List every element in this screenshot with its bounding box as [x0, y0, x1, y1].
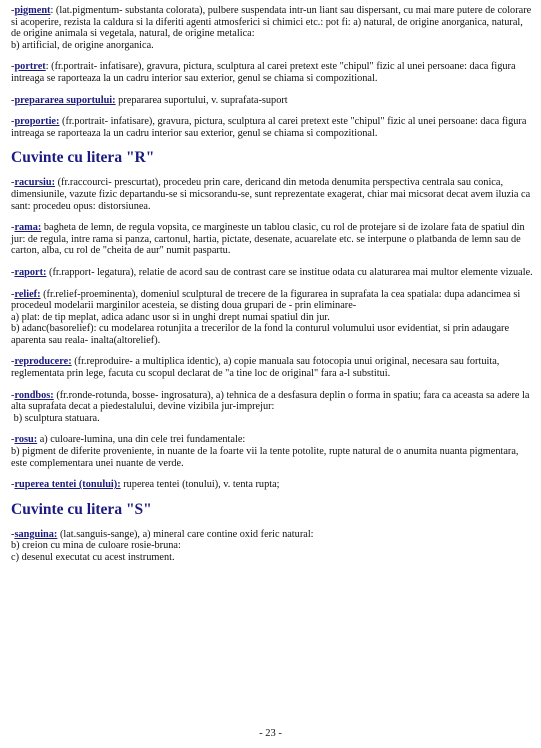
glossary-entry	[11, 479, 533, 491]
glossary-subitems: b) pigment de diferite proveniente, in nuante de la foarte vii la tente potolite, rupte natural de o anumita nuanta pigmentara, este complementara unei nuante de verde.	[11, 446, 522, 469]
glossary-entry	[11, 434, 533, 469]
entries-r	[11, 177, 533, 490]
entry-dash: -	[11, 288, 15, 300]
glossary-definition: (lat.sanguis-sange), a) mineral care contine oxid feric natural:	[57, 528, 314, 540]
glossary-entry	[11, 95, 533, 107]
glossary-term: ruperea tentei (tonului):	[14, 479, 121, 491]
entry-dash: -	[11, 389, 15, 401]
entry-dash: -	[11, 356, 15, 368]
glossary-definition: (fr.raccourci- prescurtat), procedeu prin care, dericand din metoda denumita perspectiva centrala sau conica, dimensiunile, vazute fizic departandu-se si micsorandu-se, sunt reprezentate exagerat, chiar mai micsorat decat avem iluzia ca sant: procedeu opus: distorsiunea.	[11, 177, 531, 212]
glossary-term: portret	[14, 61, 46, 73]
glossary-subitems: b) creion cu mina de culoare rosie-bruna: c) desenul executat cu acest instrument.	[11, 540, 181, 563]
glossary-definition: ruperea tentei (tonului), v. tenta rupta;	[120, 479, 280, 491]
glossary-entry	[11, 61, 533, 84]
entry-dash: -	[11, 116, 15, 128]
glossary-term: reproducere:	[14, 356, 72, 368]
heading-letter-r: Cuvinte cu litera "R"	[11, 149, 155, 167]
entry-dash: -	[11, 94, 15, 106]
glossary-definition: : (lat.pigmentum- substanta colorata), pulbere suspendata intr-un liant sau dispersant, cu mai mare putere de colorare si acoperire, rezista la caldura si la diferiti agenti atmosferici si chimici etc.: pot fi: a) natural, de origine anorganica, natural, de origine animala si vegetala, natural, de origine metalica:	[11, 5, 532, 40]
entry-dash: -	[11, 266, 15, 278]
glossary-term: rosu:	[14, 434, 38, 446]
glossary-subitems: a) plat: de tip meplat, adica adanc usor si in unghi drept numai spatiul din jur. b) adanc(basorelief): cu modelarea rotunjita a trecerilor de la fond la conturul volumului usor evidentiat, si prin adaugare aparenta sau reala- inalta(altorelief).	[11, 311, 510, 346]
entry-dash: -	[11, 528, 15, 540]
glossary-definition: prepararea suportului, v. suprafata-suport	[115, 94, 288, 106]
glossary-entry	[11, 5, 533, 51]
glossary-entry	[11, 356, 533, 379]
glossary-definition: (fr.reproduire- a multiplica identic), a) copie manuala sau fotocopia unui original, necesara sau fortuita, reglementata prin lege, facuta cu scopul declarat de "a tine loc de original" fara a-l substitui.	[11, 356, 500, 380]
entry-dash: -	[11, 61, 15, 73]
entries-top	[11, 5, 533, 139]
entries-s	[11, 529, 533, 564]
glossary-term: pigment	[14, 5, 51, 16]
glossary-term: proportie:	[14, 116, 60, 128]
glossary-entry	[11, 222, 533, 257]
glossary-term: sanguina:	[14, 528, 58, 540]
glossary-entry	[11, 177, 533, 212]
glossary-entry	[11, 390, 533, 425]
glossary-term: rama:	[14, 222, 42, 234]
glossary-term: racursiu:	[14, 177, 56, 189]
entry-dash: -	[11, 479, 15, 491]
glossary-entry	[11, 267, 533, 279]
glossary-term: prepararea suportului:	[14, 94, 116, 106]
glossary-entry	[11, 529, 533, 564]
glossary-subitems: b) sculptura statuara.	[11, 412, 100, 424]
glossary-definition: bagheta de lemn, de regula vopsita, ce margineste un tablou clasic, cu rol de protejare si de izolare fata de spatiul din jur: de regula, intre rama si panza, cartonul, hartia, pictate, desenate, acuarelate etc. se interpune o platbanda de lemn sau de carton, alba, cu rol de "cheita de aur" numit paspartu.	[11, 222, 525, 257]
page-number: - 23 -	[259, 728, 282, 739]
entry-dash: -	[11, 177, 15, 189]
entry-dash: -	[11, 222, 15, 234]
glossary-term: raport:	[14, 266, 47, 278]
glossary-definition: (fr.rapport- legatura), relatie de acord sau de contrast care se institue odata cu alaturarea mai multor elemente vizuale.	[46, 266, 533, 278]
glossary-definition: (fr.portrait- infatisare), gravura, pictura, sculptura al carei pretext este "chipul" fizic al unei persoane: daca figura intreaga se raporteaza la un cadru interior sau exterior, genul se chiama si compozitional.	[11, 116, 527, 139]
glossary-definition: (fr.relief-proeminenta), domeniul sculptural de trecere de la figurarea in suprafata la cea spatiala: dupa adancimea si procedeul modelarii marginilor acesteia, se disting doua grupari de - prin eliminare-	[11, 288, 521, 312]
glossary-definition: : (fr.portrait- infatisare), gravura, pictura, sculptura al carei pretext este "chipul" fizic al unei persoane: daca figura intreaga se raporteaza la un cadru interior sau exterior, genul se chiama si compozitional.	[11, 61, 516, 84]
glossary-term: rondbos:	[14, 389, 54, 401]
glossary-entry	[11, 289, 533, 347]
glossary-entry	[11, 116, 533, 139]
glossary-definition: (fr.ronde-rotunda, bosse- ingrosatura), a) tehnica de a desfasura deplin o forma in spatiu; fara ca aceasta sa adere la alta suprafata decat a piedestalului, devine vizibila jur-imprejur:	[11, 389, 530, 413]
entry-dash: -	[11, 5, 15, 16]
entry-dash: -	[11, 434, 15, 446]
glossary-subitems: b) artificial, de origine anorganica.	[11, 39, 154, 51]
heading-letter-s: Cuvinte cu litera "S"	[11, 500, 152, 518]
glossary-term: relief:	[14, 288, 41, 300]
glossary-definition: a) culoare-lumina, una din cele trei fundamentale:	[37, 434, 246, 446]
